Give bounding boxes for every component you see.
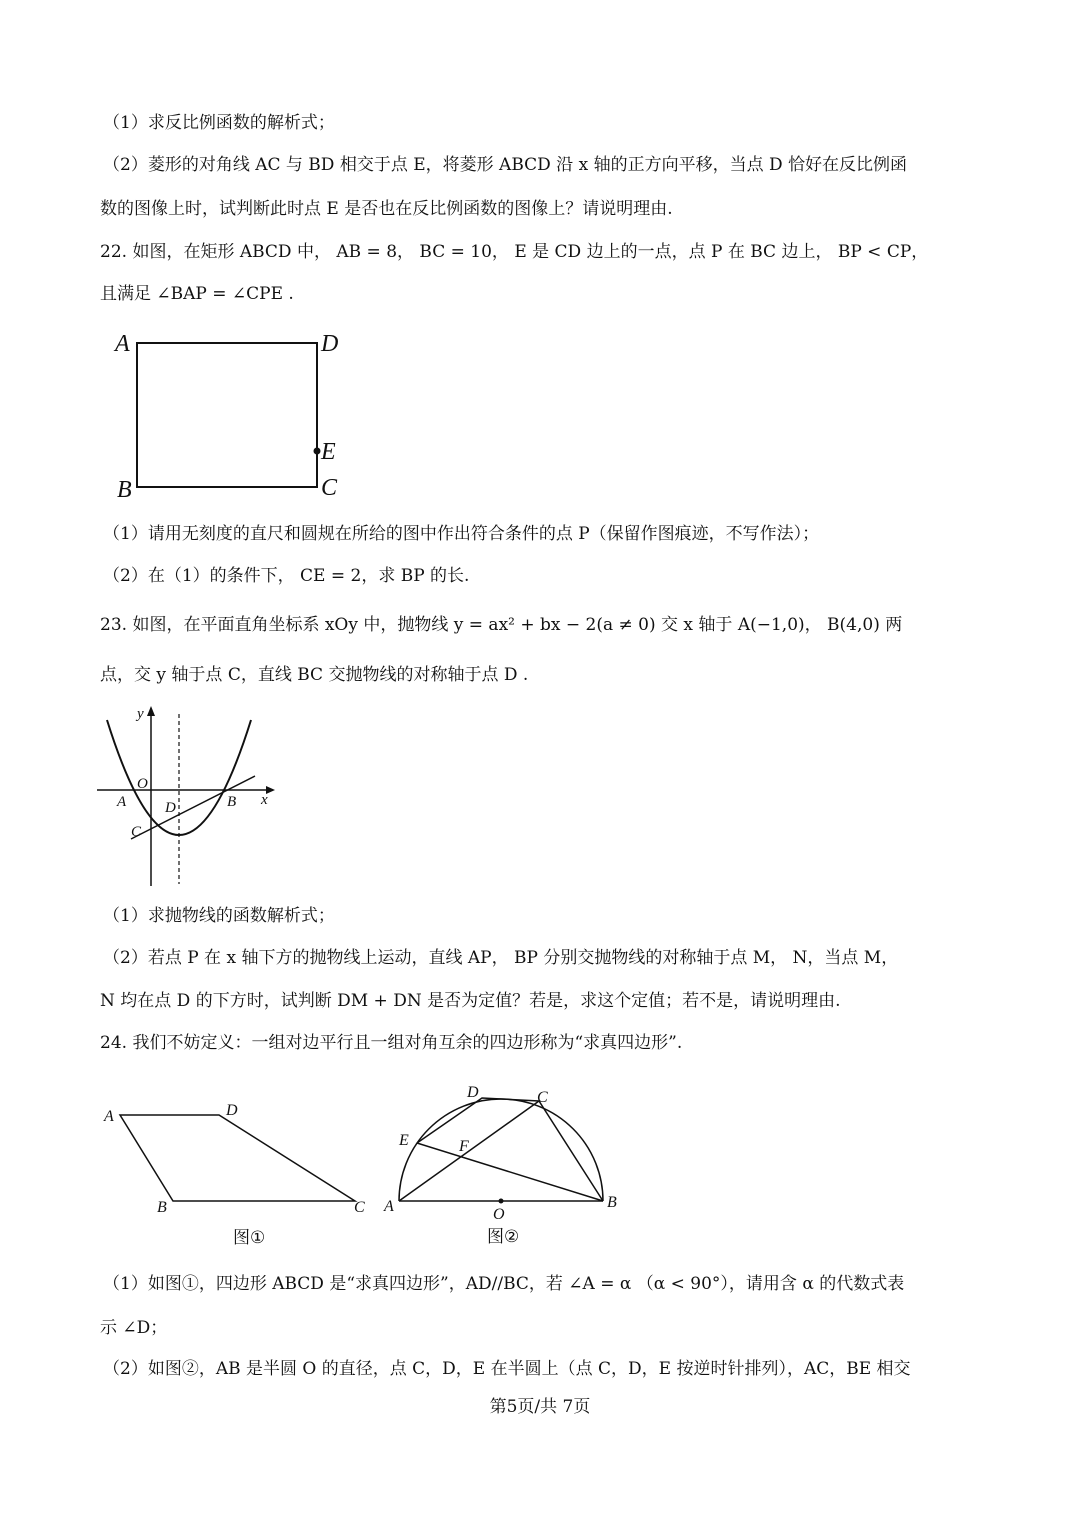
q24-part1-line1: （1）如图①，四边形 ABCD 是“求真四边形”，AD//BC，若 ∠A = α （α < 90°），请用含 α 的代数式表	[103, 1274, 905, 1294]
semicircle-o	[399, 1099, 603, 1201]
q23-part2-line2: N 均在点 D 的下方时，试判断 DM + DN 是否为定值？若是，求这个定值；若不是，请说明理由.	[100, 991, 841, 1011]
line-be	[417, 1143, 603, 1201]
rectangle-abcd	[137, 343, 317, 487]
q23-part1: （1）求抛物线的函数解析式；	[103, 906, 335, 926]
label-d: D	[165, 800, 176, 816]
q22-rectangle-figure	[105, 325, 355, 505]
y-axis-arrow	[147, 706, 155, 716]
q22-stem-line2: 且满足 ∠BAP = ∠CPE .	[100, 284, 294, 304]
center-o-dot	[499, 1199, 504, 1204]
q24-figure-2	[375, 1075, 635, 1250]
label-o: O	[493, 1206, 505, 1223]
q24-figure-1	[95, 1095, 385, 1250]
q23-parabola-figure	[95, 700, 285, 890]
q23-stem-line1: 23. 如图，在平面直角坐标系 xOy 中，抛物线 y = ax² + bx − 2(a ≠ 0) 交 x 轴于 A(−1,0)， B(4,0) 两	[100, 615, 903, 635]
label-a: A	[384, 1198, 394, 1215]
quadrilateral-abcd	[120, 1115, 355, 1201]
label-c: C	[354, 1199, 365, 1216]
point-e-dot	[314, 448, 321, 455]
q23-stem-line2: 点，交 y 轴于点 C，直线 BC 交抛物线的对称轴于点 D .	[100, 665, 529, 685]
label-o: O	[137, 776, 148, 792]
label-f: F	[459, 1138, 469, 1155]
label-y: y	[137, 706, 144, 722]
q24-stem: 24. 我们不妨定义：一组对边平行且一组对角互余的四边形称为“求真四边形”.	[100, 1033, 683, 1053]
q24-part2: （2）如图②，AB 是半圆 O 的直径，点 C，D，E 在半圆上（点 C，D，E 按逆时针排列），AC，BE 相交	[103, 1359, 911, 1379]
label-c: C	[537, 1089, 548, 1106]
label-d: D	[226, 1102, 238, 1119]
label-c: C	[321, 475, 338, 501]
q22-stem-line1: 22. 如图，在矩形 ABCD 中， AB = 8， BC = 10， E 是 CD 边上的一点，点 P 在 BC 边上， BP < CP，	[100, 242, 929, 262]
label-e: E	[399, 1132, 409, 1149]
figure-2-caption: 图②	[487, 1227, 520, 1247]
q21-part2-line2: 数的图像上时，试判断此时点 E 是否也在反比例函数的图像上？请说明理由.	[100, 199, 673, 219]
page-footer: 第5页/共 7页	[489, 1397, 591, 1417]
label-b: B	[227, 794, 237, 810]
label-b: B	[117, 477, 132, 503]
chords-edcb	[417, 1098, 603, 1201]
q22-part1: （1）请用无刻度的直尺和圆规在所给的图中作出符合条件的点 P（保留作图痕迹，不写作法）；	[103, 524, 820, 544]
label-a: A	[117, 794, 127, 810]
q21-part1: （1）求反比例函数的解析式；	[103, 113, 335, 133]
label-c: C	[131, 824, 142, 840]
q22-part2: （2）在（1）的条件下， CE = 2，求 BP 的长.	[103, 566, 470, 586]
q21-part2-line1: （2）菱形的对角线 AC 与 BD 相交于点 E，将菱形 ABCD 沿 x 轴的正方向平移，当点 D 恰好在反比例函	[103, 155, 908, 175]
label-x: x	[261, 792, 268, 808]
label-a: A	[104, 1108, 114, 1125]
label-a: A	[115, 331, 130, 357]
q23-part2-line1: （2）若点 P 在 x 轴下方的抛物线上运动，直线 AP， BP 分别交抛物线的对称轴于点 M， N，当点 M，	[103, 948, 899, 968]
label-d: D	[321, 331, 339, 357]
label-b: B	[157, 1199, 167, 1216]
label-e: E	[321, 439, 336, 465]
figure-1-caption: 图①	[233, 1228, 266, 1248]
label-b: B	[607, 1194, 617, 1211]
q24-part1-line2: 示 ∠D；	[100, 1318, 168, 1338]
line-ac	[399, 1101, 539, 1201]
label-d: D	[467, 1084, 479, 1101]
